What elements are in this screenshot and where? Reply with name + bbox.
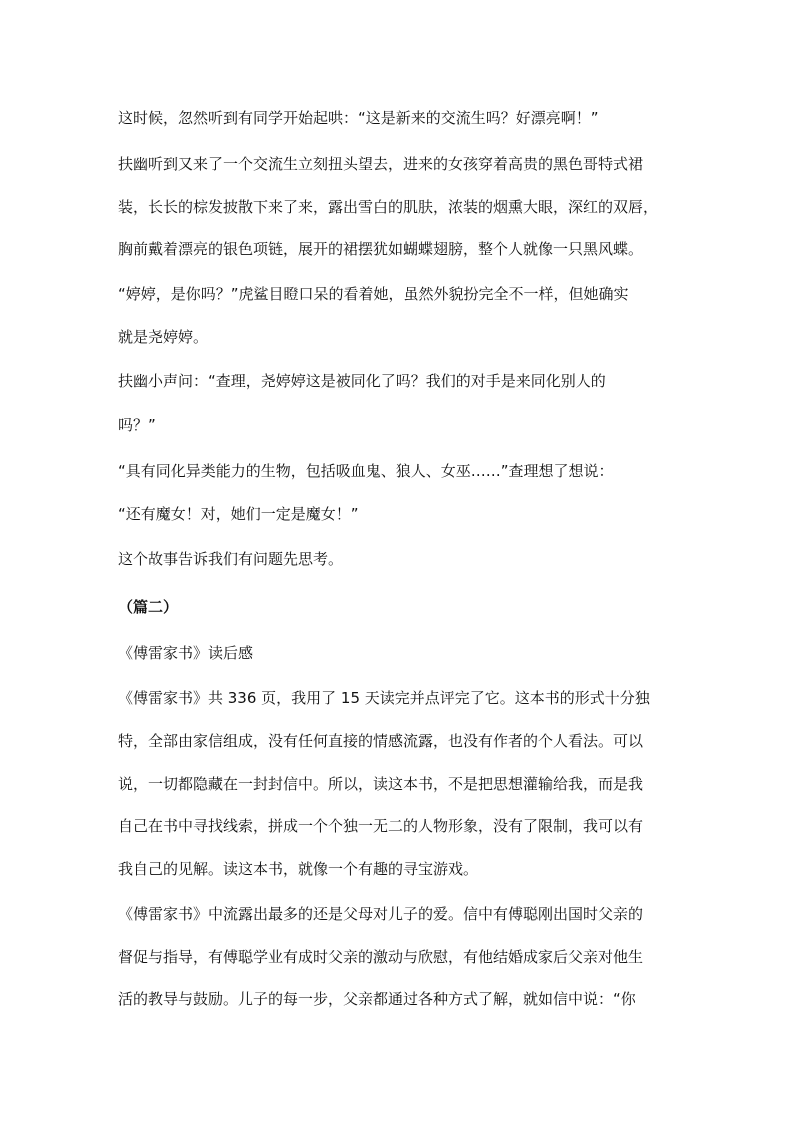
line-text: 说，一切都隐藏在一封封信中。所以，读这本书，不是把思想灌输给我，而是我 — [118, 775, 644, 793]
line-text: 我自己的见解。读这本书，就像一个有趣的寻宝游戏。 — [118, 860, 479, 878]
line-text: 活的教导与鼓励。儿子的每一步，父亲都通过各种方式了解，就如信中说：“你 — [118, 990, 636, 1008]
line-text: 这个故事告诉我们有问题先思考。 — [118, 550, 344, 568]
line-text: 装，长长的棕发披散下来了来，露出雪白的肌肤，浓装的烟熏大眼，深红的双唇， — [118, 198, 659, 216]
line-text: 就是尧婷婷。 — [118, 328, 209, 346]
line-text: 这时候，忽然听到有同学开始起哄：“这是新来的交流生吗？好漂亮啊！” — [118, 109, 599, 127]
line-text: 督促与指导，有傅聪学业有成时父亲的激动与欣慰，有他结婚成家后父亲对他生 — [118, 948, 644, 966]
line-text: “具有同化异类能力的生物，包括吸血鬼、狼人、女巫……”查理想了想说： — [118, 462, 614, 480]
section-heading-text: （篇二） — [118, 598, 179, 616]
line-text: 吗？” — [118, 416, 156, 434]
line-text: 扶幽听到又来了一个交流生立刻扭头望去，进来的女孩穿着高贵的黑色哥特式裙 — [118, 155, 644, 173]
line-text: 特，全部由家信组成，没有任何直接的情感流露，也没有作者的个人看法。可以 — [118, 732, 644, 750]
line-text: 《傅雷家书》共 336 页，我用了 15 天读完并点评完了它。这本书的形式十分独 — [118, 689, 650, 707]
line-text: 扶幽小声问：“查理，尧婷婷这是被同化了吗？我们的对手是来同化别人的 — [118, 372, 606, 390]
line-text: “婷婷，是你吗？”虎鲨目瞪口呆的看着她，虽然外貌扮完全不一样，但她确实 — [118, 285, 629, 303]
line-text: 《傅雷家书》中流露出最多的还是父母对儿子的爱。信中有傅聪刚出国时父亲的 — [118, 905, 644, 923]
line-text: 胸前戴着漂亮的银色项链，展开的裙摆犹如蝴蝶翅膀，整个人就像一只黑风蝶。 — [118, 240, 644, 258]
line-text: 自己在书中寻找线索，拼成一个个独一无二的人物形象，没有了限制，我可以有 — [118, 817, 644, 835]
line-text: “还有魔女！对，她们一定是魔女！” — [118, 505, 359, 523]
book-title-text: 《傅雷家书》读后感 — [118, 644, 254, 662]
